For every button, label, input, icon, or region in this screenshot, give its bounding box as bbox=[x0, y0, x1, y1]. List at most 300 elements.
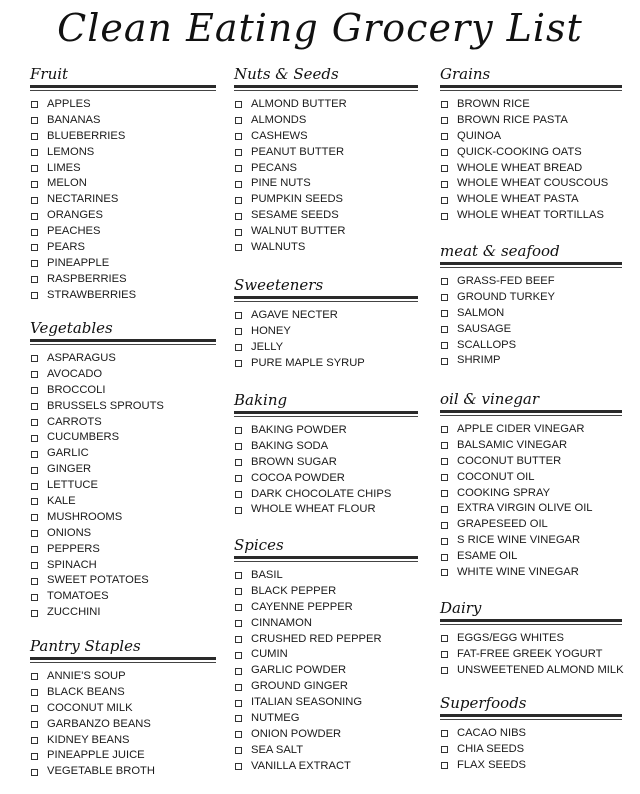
section-rule bbox=[234, 556, 418, 559]
item-list bbox=[234, 568, 418, 775]
item-label: ALMONDS bbox=[251, 113, 307, 126]
item-label: BALSAMIC VINEGAR bbox=[457, 438, 568, 451]
section-rule-thin bbox=[440, 624, 622, 625]
list-item bbox=[234, 161, 418, 177]
checkbox[interactable] bbox=[31, 101, 38, 108]
section-rule-thin bbox=[234, 90, 418, 91]
checkbox[interactable] bbox=[235, 652, 242, 659]
item-label: ORANGES bbox=[47, 209, 103, 222]
item-label: NECTARINES bbox=[47, 193, 119, 206]
item-label: RASPBERRIES bbox=[47, 272, 127, 285]
list-item bbox=[440, 208, 622, 224]
item-label: BLUEBERRIES bbox=[47, 129, 126, 142]
list-item bbox=[440, 274, 622, 290]
list-item bbox=[440, 438, 622, 454]
list-item bbox=[440, 565, 622, 581]
item-label: MELON bbox=[47, 177, 87, 190]
checkbox[interactable] bbox=[31, 594, 38, 601]
list-item bbox=[440, 97, 622, 113]
item-label: CAYENNE PEPPER bbox=[251, 600, 353, 613]
list-item bbox=[234, 97, 418, 113]
section-rule-thin bbox=[30, 662, 216, 663]
item-label: PEANUT BUTTER bbox=[251, 145, 345, 158]
checkbox[interactable] bbox=[235, 181, 242, 188]
checkbox[interactable] bbox=[235, 459, 242, 466]
checkbox[interactable] bbox=[441, 554, 448, 561]
section-baking bbox=[234, 390, 418, 518]
checkbox[interactable] bbox=[31, 451, 38, 458]
item-label: APPLES bbox=[47, 98, 91, 110]
checkbox[interactable] bbox=[235, 507, 242, 514]
list-item bbox=[234, 743, 418, 759]
checkbox[interactable] bbox=[31, 483, 38, 490]
checkbox[interactable] bbox=[441, 133, 448, 140]
checkbox[interactable] bbox=[441, 490, 448, 497]
checkbox[interactable] bbox=[441, 762, 448, 769]
item-label: GRASS-FED BEEF bbox=[457, 275, 555, 287]
checkbox[interactable] bbox=[441, 342, 448, 349]
list-item bbox=[30, 542, 216, 558]
list-item bbox=[234, 487, 418, 503]
checkbox[interactable] bbox=[235, 133, 242, 140]
list-item bbox=[30, 478, 216, 494]
item-list bbox=[440, 726, 622, 774]
item-label: ONION POWDER bbox=[251, 727, 342, 740]
checkbox[interactable] bbox=[31, 371, 38, 378]
checkbox[interactable] bbox=[235, 101, 242, 108]
item-label: SALMON bbox=[457, 306, 505, 319]
list-item bbox=[234, 208, 418, 224]
checkbox[interactable] bbox=[31, 769, 38, 776]
checkbox[interactable] bbox=[441, 426, 448, 433]
list-item bbox=[234, 471, 418, 487]
item-label: CINNAMON bbox=[251, 616, 312, 629]
checkbox[interactable] bbox=[235, 715, 242, 722]
item-label: GINGER bbox=[47, 463, 92, 476]
section-rule-thin bbox=[30, 90, 216, 91]
list-item bbox=[440, 176, 622, 192]
item-label: WHOLE WHEAT FLOUR bbox=[251, 503, 376, 516]
checkbox[interactable] bbox=[441, 442, 448, 449]
list-item bbox=[30, 399, 216, 415]
list-item bbox=[440, 454, 622, 470]
checkbox[interactable] bbox=[235, 312, 242, 319]
list-item bbox=[30, 589, 216, 605]
item-label: LIMES bbox=[47, 161, 81, 174]
section-nuts-and-seeds bbox=[234, 64, 418, 256]
checkbox[interactable] bbox=[31, 403, 38, 410]
list-item bbox=[234, 502, 418, 518]
item-label: S RICE WINE VINEGAR bbox=[457, 534, 581, 547]
checkbox[interactable] bbox=[441, 101, 448, 108]
list-item bbox=[440, 353, 622, 369]
list-item bbox=[440, 647, 622, 663]
item-label: SWEET POTATOES bbox=[47, 574, 149, 587]
item-list bbox=[234, 97, 418, 256]
item-label: UNSWEETENED ALMOND MILK bbox=[457, 663, 624, 676]
item-list bbox=[440, 422, 622, 581]
checkbox[interactable] bbox=[31, 292, 38, 299]
section-rule-thin bbox=[234, 301, 418, 302]
list-item bbox=[234, 145, 418, 161]
list-item bbox=[440, 533, 622, 549]
item-label: PURE MAPLE SYRUP bbox=[251, 356, 365, 369]
checkbox[interactable] bbox=[441, 165, 448, 172]
item-label: ESAME OIL bbox=[457, 550, 518, 563]
item-label: CASHEWS bbox=[251, 129, 308, 142]
checkbox[interactable] bbox=[235, 229, 242, 236]
list-item bbox=[30, 208, 216, 224]
checkbox[interactable] bbox=[31, 467, 38, 474]
checkbox[interactable] bbox=[235, 197, 242, 204]
checkbox[interactable] bbox=[441, 310, 448, 317]
checkbox[interactable] bbox=[441, 278, 448, 285]
list-item bbox=[440, 322, 622, 338]
list-item bbox=[30, 288, 216, 304]
checkbox[interactable] bbox=[441, 197, 448, 204]
checkbox[interactable] bbox=[31, 276, 38, 283]
item-label: KALE bbox=[47, 495, 76, 508]
section-fruit bbox=[30, 64, 216, 304]
list-item bbox=[234, 356, 418, 372]
checkbox[interactable] bbox=[31, 530, 38, 537]
item-label: GROUND GINGER bbox=[251, 680, 348, 693]
section-vegetables bbox=[30, 318, 216, 621]
section-rule-thin bbox=[440, 267, 622, 268]
checkbox[interactable] bbox=[31, 213, 38, 220]
list-item bbox=[234, 600, 418, 616]
list-item bbox=[440, 549, 622, 565]
checkbox[interactable] bbox=[441, 181, 448, 188]
section-dairy bbox=[440, 598, 622, 679]
list-item bbox=[440, 758, 622, 774]
checkbox[interactable] bbox=[235, 475, 242, 482]
checkbox[interactable] bbox=[235, 636, 242, 643]
checkbox[interactable] bbox=[441, 458, 448, 465]
list-item bbox=[234, 423, 418, 439]
section-spices bbox=[234, 535, 418, 775]
item-label: CACAO NIBS bbox=[457, 727, 527, 739]
list-item bbox=[30, 272, 216, 288]
item-label: BROWN RICE bbox=[457, 98, 530, 110]
item-label: NUTMEG bbox=[251, 712, 300, 725]
checkbox[interactable] bbox=[235, 588, 242, 595]
list-item bbox=[234, 439, 418, 455]
list-item bbox=[440, 306, 622, 322]
list-item bbox=[30, 367, 216, 383]
item-label: EGGS/EGG WHITES bbox=[457, 632, 564, 644]
checkbox[interactable] bbox=[31, 721, 38, 728]
checkbox[interactable] bbox=[441, 651, 448, 658]
item-label: CUCUMBERS bbox=[47, 431, 120, 444]
checkbox[interactable] bbox=[31, 149, 38, 156]
item-label: ONIONS bbox=[47, 526, 92, 539]
section-rule bbox=[234, 85, 418, 88]
item-label: FLAX SEEDS bbox=[457, 758, 527, 771]
section-heading: Sweeteners bbox=[234, 276, 324, 294]
checkbox[interactable] bbox=[31, 133, 38, 140]
list-item bbox=[30, 669, 216, 685]
list-item bbox=[234, 224, 418, 240]
item-label: WHITE WINE VINEGAR bbox=[457, 566, 579, 579]
checkbox[interactable] bbox=[235, 491, 242, 498]
item-label: HONEY bbox=[251, 324, 291, 337]
section-heading: oil & vinegar bbox=[440, 390, 540, 408]
checkbox[interactable] bbox=[235, 443, 242, 450]
checkbox[interactable] bbox=[31, 165, 38, 172]
section-rule-thin bbox=[440, 90, 622, 91]
checkbox[interactable] bbox=[441, 746, 448, 753]
list-item bbox=[440, 726, 622, 742]
checkbox[interactable] bbox=[441, 294, 448, 301]
item-label: PEACHES bbox=[47, 225, 101, 238]
checkbox[interactable] bbox=[31, 689, 38, 696]
list-item bbox=[30, 176, 216, 192]
list-item bbox=[440, 113, 622, 129]
item-label: ANNIE'S SOUP bbox=[47, 670, 126, 682]
checkbox[interactable] bbox=[31, 435, 38, 442]
checkbox[interactable] bbox=[441, 538, 448, 545]
checkbox[interactable] bbox=[441, 117, 448, 124]
list-item bbox=[440, 422, 622, 438]
checkbox[interactable] bbox=[441, 522, 448, 529]
checkbox[interactable] bbox=[441, 730, 448, 737]
checkbox[interactable] bbox=[441, 326, 448, 333]
item-label: PEARS bbox=[47, 241, 85, 254]
item-label: WHOLE WHEAT TORTILLAS bbox=[457, 209, 604, 222]
checkbox[interactable] bbox=[31, 117, 38, 124]
section-rule-thin bbox=[234, 561, 418, 562]
checkbox[interactable] bbox=[235, 427, 242, 434]
checkbox[interactable] bbox=[31, 673, 38, 680]
list-item bbox=[234, 455, 418, 471]
item-list bbox=[30, 351, 216, 621]
item-label: WHOLE WHEAT COUSCOUS bbox=[457, 177, 609, 190]
item-label: MUSHROOMS bbox=[47, 510, 123, 523]
item-label: SPINACH bbox=[47, 558, 97, 571]
item-label: SCALLOPS bbox=[457, 338, 517, 351]
item-label: WALNUTS bbox=[251, 241, 306, 254]
section-rule bbox=[440, 85, 622, 88]
section-rule-thin bbox=[234, 416, 418, 417]
item-list bbox=[30, 669, 216, 780]
item-label: ALMOND BUTTER bbox=[251, 98, 347, 110]
checkbox[interactable] bbox=[235, 244, 242, 251]
list-item bbox=[440, 470, 622, 486]
list-item bbox=[440, 517, 622, 533]
list-item bbox=[30, 701, 216, 717]
checkbox[interactable] bbox=[31, 387, 38, 394]
section-rule bbox=[30, 657, 216, 660]
item-list bbox=[440, 631, 622, 679]
section-heading: Nuts & Seeds bbox=[234, 65, 339, 83]
list-item bbox=[440, 145, 622, 161]
item-label: PEPPERS bbox=[47, 542, 100, 555]
section-rule bbox=[30, 85, 216, 88]
section-heading: Fruit bbox=[30, 65, 69, 83]
checkbox[interactable] bbox=[235, 360, 242, 367]
list-item bbox=[30, 462, 216, 478]
list-item bbox=[30, 605, 216, 621]
list-item bbox=[234, 616, 418, 632]
item-label: CRUSHED RED PEPPER bbox=[251, 632, 382, 645]
section-heading: Spices bbox=[234, 536, 284, 554]
list-item bbox=[30, 129, 216, 145]
item-label: COCOA POWDER bbox=[251, 471, 345, 484]
checkbox[interactable] bbox=[31, 197, 38, 204]
checkbox[interactable] bbox=[235, 213, 242, 220]
item-list bbox=[234, 308, 418, 372]
section-heading: Baking bbox=[234, 391, 288, 409]
item-label: VEGETABLE BROTH bbox=[47, 765, 155, 778]
list-item bbox=[440, 338, 622, 354]
item-list bbox=[30, 97, 216, 304]
item-label: JELLY bbox=[251, 340, 284, 353]
section-rule bbox=[440, 262, 622, 265]
item-label: CARROTS bbox=[47, 415, 102, 428]
item-label: ZUCCHINI bbox=[47, 606, 101, 619]
list-item bbox=[30, 733, 216, 749]
list-item bbox=[30, 97, 216, 113]
checkbox[interactable] bbox=[235, 604, 242, 611]
list-item bbox=[440, 501, 622, 517]
section-rule-thin bbox=[440, 719, 622, 720]
checkbox[interactable] bbox=[31, 181, 38, 188]
section-rule-thin bbox=[440, 415, 622, 416]
checkbox[interactable] bbox=[31, 737, 38, 744]
item-label: BASIL bbox=[251, 569, 283, 581]
list-item bbox=[234, 568, 418, 584]
item-label: PINEAPPLE JUICE bbox=[47, 749, 145, 762]
checkbox[interactable] bbox=[235, 165, 242, 172]
checkbox[interactable] bbox=[31, 705, 38, 712]
list-item bbox=[440, 486, 622, 502]
checkbox[interactable] bbox=[31, 562, 38, 569]
checkbox[interactable] bbox=[235, 149, 242, 156]
item-list bbox=[234, 423, 418, 518]
item-label: COOKING SPRAY bbox=[457, 486, 551, 499]
item-label: PECANS bbox=[251, 161, 298, 174]
checkbox[interactable] bbox=[235, 117, 242, 124]
checkbox[interactable] bbox=[441, 358, 448, 365]
checkbox[interactable] bbox=[235, 344, 242, 351]
checkbox[interactable] bbox=[31, 260, 38, 267]
list-item bbox=[30, 748, 216, 764]
section-rule-thin bbox=[30, 344, 216, 345]
item-list bbox=[440, 97, 622, 224]
list-item bbox=[234, 663, 418, 679]
item-label: AVOCADO bbox=[47, 367, 103, 380]
item-label: APPLE CIDER VINEGAR bbox=[457, 423, 585, 435]
checkbox[interactable] bbox=[31, 498, 38, 505]
list-item bbox=[30, 161, 216, 177]
checkbox[interactable] bbox=[441, 569, 448, 576]
checkbox[interactable] bbox=[235, 620, 242, 627]
checkbox[interactable] bbox=[31, 229, 38, 236]
list-item bbox=[234, 176, 418, 192]
item-label: BAKING POWDER bbox=[251, 424, 347, 436]
checkbox[interactable] bbox=[441, 474, 448, 481]
checkbox[interactable] bbox=[31, 578, 38, 585]
list-item bbox=[30, 240, 216, 256]
checkbox[interactable] bbox=[235, 684, 242, 691]
list-item bbox=[30, 415, 216, 431]
list-item bbox=[440, 742, 622, 758]
checkbox[interactable] bbox=[235, 747, 242, 754]
list-item bbox=[440, 192, 622, 208]
item-label: GROUND TURKEY bbox=[457, 290, 556, 303]
section-pantry-staples bbox=[30, 636, 216, 780]
section-rule bbox=[234, 296, 418, 299]
item-label: ASPARAGUS bbox=[47, 352, 116, 364]
checkbox[interactable] bbox=[31, 419, 38, 426]
item-label: SESAME SEEDS bbox=[251, 209, 339, 222]
item-label: BROWN SUGAR bbox=[251, 455, 337, 468]
item-label: BRUSSELS SPROUTS bbox=[47, 399, 164, 412]
checkbox[interactable] bbox=[235, 731, 242, 738]
list-item bbox=[234, 340, 418, 356]
list-item bbox=[30, 717, 216, 733]
list-item bbox=[234, 324, 418, 340]
section-meat-and-seafood bbox=[440, 241, 622, 369]
checkbox[interactable] bbox=[31, 355, 38, 362]
item-label: COCONUT BUTTER bbox=[457, 454, 562, 467]
checkbox[interactable] bbox=[235, 328, 242, 335]
checkbox[interactable] bbox=[441, 635, 448, 642]
checkbox[interactable] bbox=[441, 667, 448, 674]
section-heading: Grains bbox=[440, 65, 491, 83]
item-label: KIDNEY BEANS bbox=[47, 733, 130, 746]
checkbox[interactable] bbox=[31, 244, 38, 251]
item-label: PUMPKIN SEEDS bbox=[251, 193, 344, 206]
checkbox[interactable] bbox=[235, 763, 242, 770]
checkbox[interactable] bbox=[441, 213, 448, 220]
item-label: GARLIC POWDER bbox=[251, 664, 347, 677]
list-item bbox=[440, 290, 622, 306]
list-item bbox=[234, 129, 418, 145]
checkbox[interactable] bbox=[235, 700, 242, 707]
list-item bbox=[234, 192, 418, 208]
checkbox[interactable] bbox=[31, 753, 38, 760]
list-item bbox=[440, 129, 622, 145]
item-label: WALNUT BUTTER bbox=[251, 225, 346, 238]
list-item bbox=[234, 695, 418, 711]
item-label: FAT-FREE GREEK YOGURT bbox=[457, 647, 603, 660]
item-label: COCONUT OIL bbox=[457, 470, 535, 483]
section-rule bbox=[234, 411, 418, 414]
list-item bbox=[30, 351, 216, 367]
checkbox[interactable] bbox=[31, 514, 38, 521]
section-heading: Vegetables bbox=[30, 319, 113, 337]
section-grains bbox=[440, 64, 622, 224]
item-label: COCONUT MILK bbox=[47, 701, 133, 714]
item-label: GARLIC bbox=[47, 447, 89, 460]
list-item bbox=[30, 113, 216, 129]
list-item bbox=[234, 308, 418, 324]
item-label: BLACK PEPPER bbox=[251, 584, 337, 597]
item-label: LETTUCE bbox=[47, 479, 98, 492]
section-oil-and-vinegar bbox=[440, 389, 622, 581]
list-item bbox=[30, 526, 216, 542]
checkbox[interactable] bbox=[31, 610, 38, 617]
checkbox[interactable] bbox=[441, 506, 448, 513]
section-heading: meat & seafood bbox=[440, 242, 560, 260]
checkbox[interactable] bbox=[235, 668, 242, 675]
checkbox[interactable] bbox=[441, 149, 448, 156]
checkbox[interactable] bbox=[31, 546, 38, 553]
section-rule bbox=[440, 619, 622, 622]
checkbox[interactable] bbox=[235, 572, 242, 579]
